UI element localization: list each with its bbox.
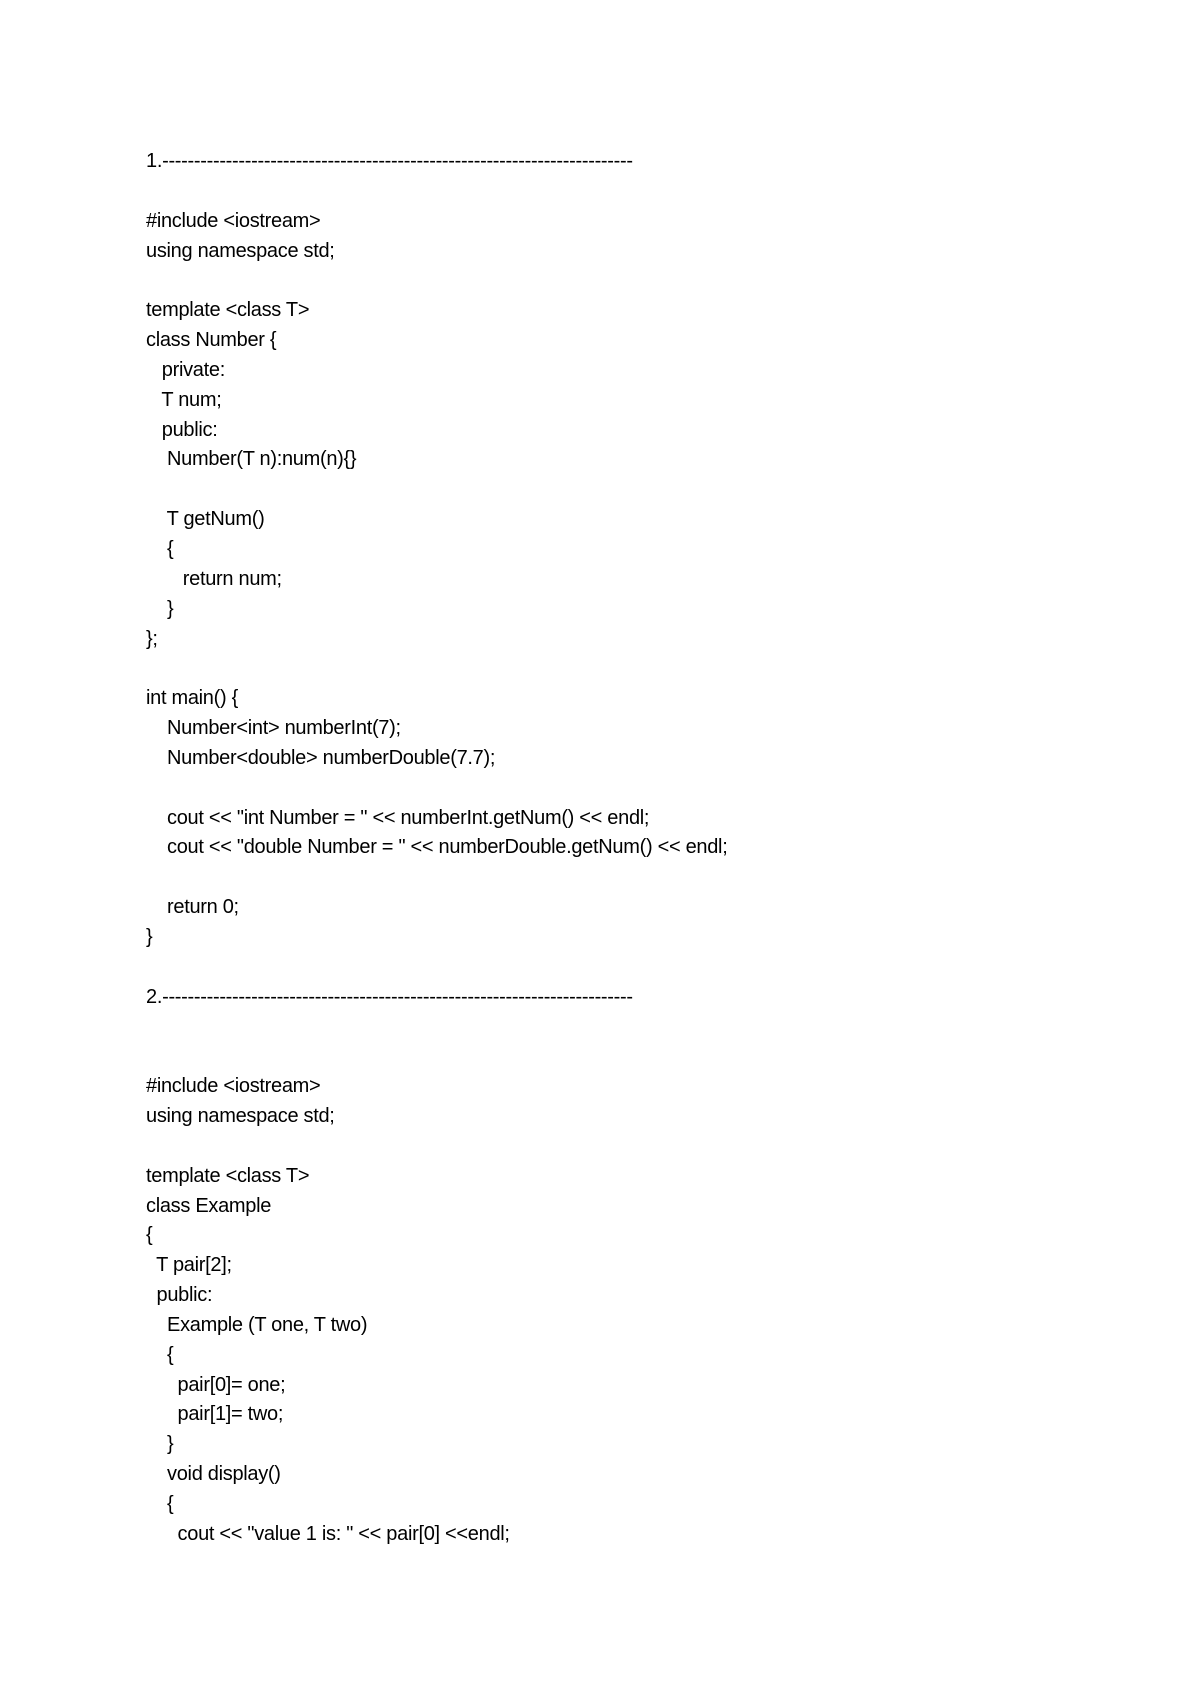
code-line: #include <iostream> [146, 1075, 321, 1098]
blank-line [146, 177, 1146, 207]
code-line: #include <iostream> [146, 209, 321, 232]
blank-line [146, 475, 1146, 505]
code-line: using namespace std; [146, 239, 335, 262]
blank-line [146, 953, 1146, 983]
code-line: { [146, 1343, 174, 1366]
blank-line [146, 1012, 1146, 1042]
code-line: cout << "int Number = " << numberInt.getNum() << endl; [146, 806, 650, 829]
code-line: class Example [146, 1194, 272, 1217]
code-line: int main() { [146, 687, 238, 710]
code-line: public: [146, 418, 218, 441]
blank-line [146, 774, 1146, 804]
code-line: pair[0]= one; [146, 1373, 286, 1396]
section-2-heading: 2.-------------------------------------------------------------------------- [146, 985, 633, 1008]
code-line: template <class T> [146, 1164, 310, 1187]
code-line: void display() [146, 1463, 281, 1486]
code-listing [146, 147, 1146, 1550]
blank-line [146, 1042, 1146, 1072]
code-line: pair[1]= two; [146, 1403, 284, 1426]
code-line: using namespace std; [146, 1105, 335, 1127]
code-line: cout << "value 1 is: " << pair[0] <<endl; [146, 1522, 510, 1545]
code-line: T getNum() [146, 508, 265, 531]
code-line: return 0; [146, 896, 239, 919]
code-line: template <class T> [146, 299, 310, 322]
code-line: } [146, 1433, 174, 1456]
code-line: Number(T n):num(n){} [146, 448, 357, 471]
code-line: public: [146, 1284, 213, 1307]
code-line: Number<int> numberInt(7); [146, 717, 401, 740]
code-line: cout << "double Number = " << numberDouble.getNum() << endl; [146, 836, 728, 859]
code-line: class Number { [146, 329, 277, 352]
code-line: T num; [146, 388, 222, 411]
code-line: return num; [146, 567, 282, 590]
blank-line [146, 266, 1146, 296]
code-line: { [146, 1492, 174, 1515]
section-1-heading: 1.-------------------------------------------------------------------------- [146, 150, 633, 172]
code-line: } [146, 597, 174, 620]
code-line: } [146, 925, 153, 948]
blank-line [146, 654, 1146, 684]
code-line: Example (T one, T two) [146, 1313, 368, 1336]
code-line: T pair[2]; [146, 1254, 232, 1277]
code-line: { [146, 1224, 153, 1247]
code-line: { [146, 537, 174, 560]
blank-line [146, 1132, 1146, 1162]
code-line: Number<double> numberDouble(7.7); [146, 746, 496, 769]
code-line: private: [146, 358, 225, 381]
code-line: }; [146, 627, 158, 650]
blank-line [146, 863, 1146, 893]
